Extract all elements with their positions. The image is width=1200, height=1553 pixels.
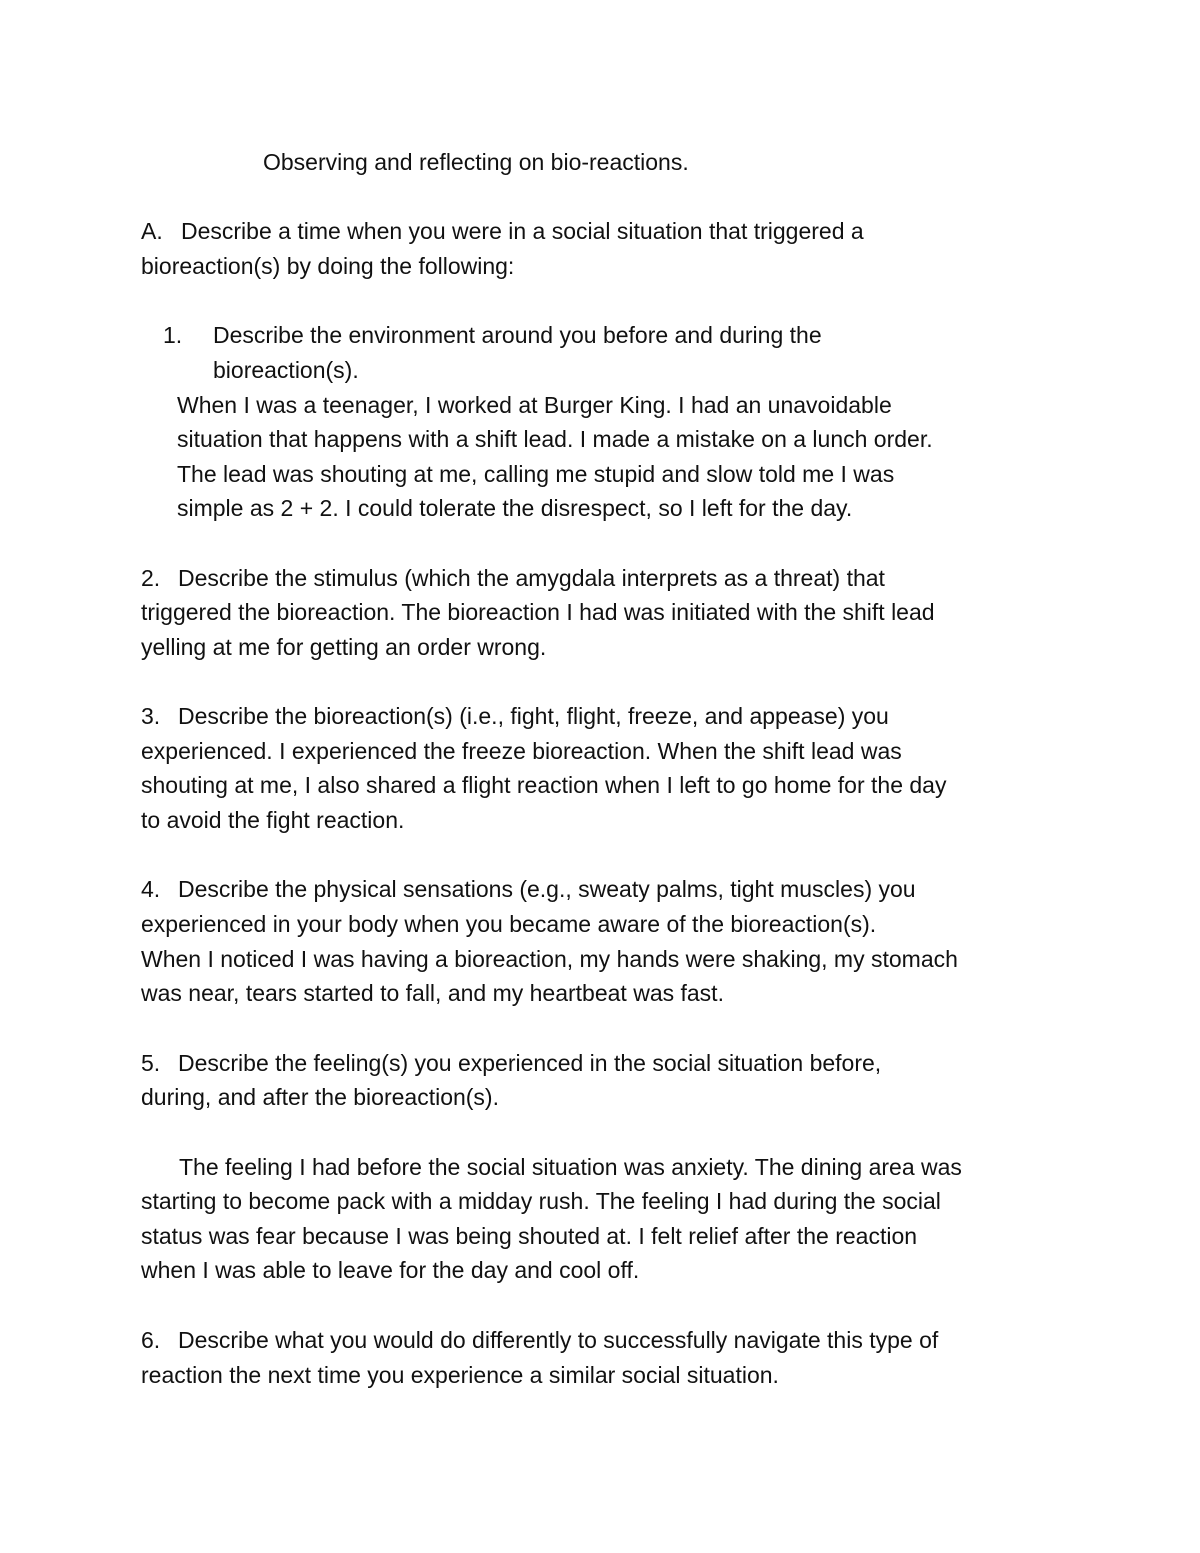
section-a-label: A. <box>141 218 163 244</box>
q5-answer-line-4: when I was able to leave for the day and cool off. <box>141 1257 640 1283</box>
q4-line-2: experienced in your body when you became aware of the bioreaction(s). <box>141 911 877 937</box>
q6-text-1: Describe what you would do differently to successfully navigate this type of <box>178 1327 939 1353</box>
q6-number: 6. <box>141 1327 161 1353</box>
section-a-line-1 <box>141 214 864 249</box>
document-title: Observing and reflecting on bio-reactions. <box>263 149 689 175</box>
q3-line-2: experienced. I experienced the freeze bioreaction. When the shift lead was <box>141 738 902 764</box>
q3-number: 3. <box>141 703 161 729</box>
q2-line-1 <box>141 561 885 596</box>
q4-line-1 <box>141 872 916 907</box>
q1-number: 1. <box>163 322 183 348</box>
q1-prompt-line-2: bioreaction(s). <box>213 357 359 383</box>
q5-answer-line-2: starting to become pack with a midday rush. The feeling I had during the social <box>141 1188 941 1214</box>
q4-text-1: Describe the physical sensations (e.g., sweaty palms, tight muscles) you <box>178 876 916 902</box>
q1-answer-line-1: When I was a teenager, I worked at Burger King. I had an unavoidable <box>177 392 892 418</box>
q2-text-1: Describe the stimulus (which the amygdala interprets as a threat) that <box>178 565 885 591</box>
q1-answer-line-3: The lead was shouting at me, calling me stupid and slow told me I was <box>177 461 895 487</box>
section-a-line-2: bioreaction(s) by doing the following: <box>141 253 515 279</box>
section-a-text-1: Describe a time when you were in a social situation that triggered a <box>181 218 864 244</box>
q4-line-3: When I noticed I was having a bioreaction, my hands were shaking, my stomach <box>141 946 958 972</box>
q5-answer-line-1: The feeling I had before the social situation was anxiety. The dining area was <box>179 1154 962 1180</box>
q6-line-2: reaction the next time you experience a similar social situation. <box>141 1362 779 1388</box>
q5-text-1: Describe the feeling(s) you experienced in the social situation before, <box>178 1050 882 1076</box>
q3-text-1: Describe the bioreaction(s) (i.e., fight, flight, freeze, and appease) you <box>178 703 889 729</box>
q6-line-1 <box>141 1323 938 1358</box>
q5-line-1 <box>141 1046 881 1081</box>
q5-number: 5. <box>141 1050 161 1076</box>
q4-line-4: was near, tears started to fall, and my heartbeat was fast. <box>141 980 724 1006</box>
q4-number: 4. <box>141 876 161 902</box>
q1-answer-line-2: situation that happens with a shift lead. I made a mistake on a lunch order. <box>177 426 933 452</box>
q2-line-2: triggered the bioreaction. The bioreaction I had was initiated with the shift lead <box>141 599 935 625</box>
q1-prompt-text-1: Describe the environment around you before and during the <box>213 322 822 348</box>
q2-number: 2. <box>141 565 161 591</box>
q3-line-1 <box>141 699 889 734</box>
q1-prompt-line-1 <box>163 318 822 353</box>
q2-line-3: yelling at me for getting an order wrong. <box>141 634 547 660</box>
q3-line-4: to avoid the fight reaction. <box>141 807 405 833</box>
q5-answer-line-3: status was fear because I was being shouted at. I felt relief after the reaction <box>141 1223 918 1249</box>
q3-line-3: shouting at me, I also shared a flight reaction when I left to go home for the day <box>141 772 947 798</box>
q1-answer-line-4: simple as 2 + 2. I could tolerate the disrespect, so I left for the day. <box>177 495 853 521</box>
q5-line-2: during, and after the bioreaction(s). <box>141 1084 499 1110</box>
